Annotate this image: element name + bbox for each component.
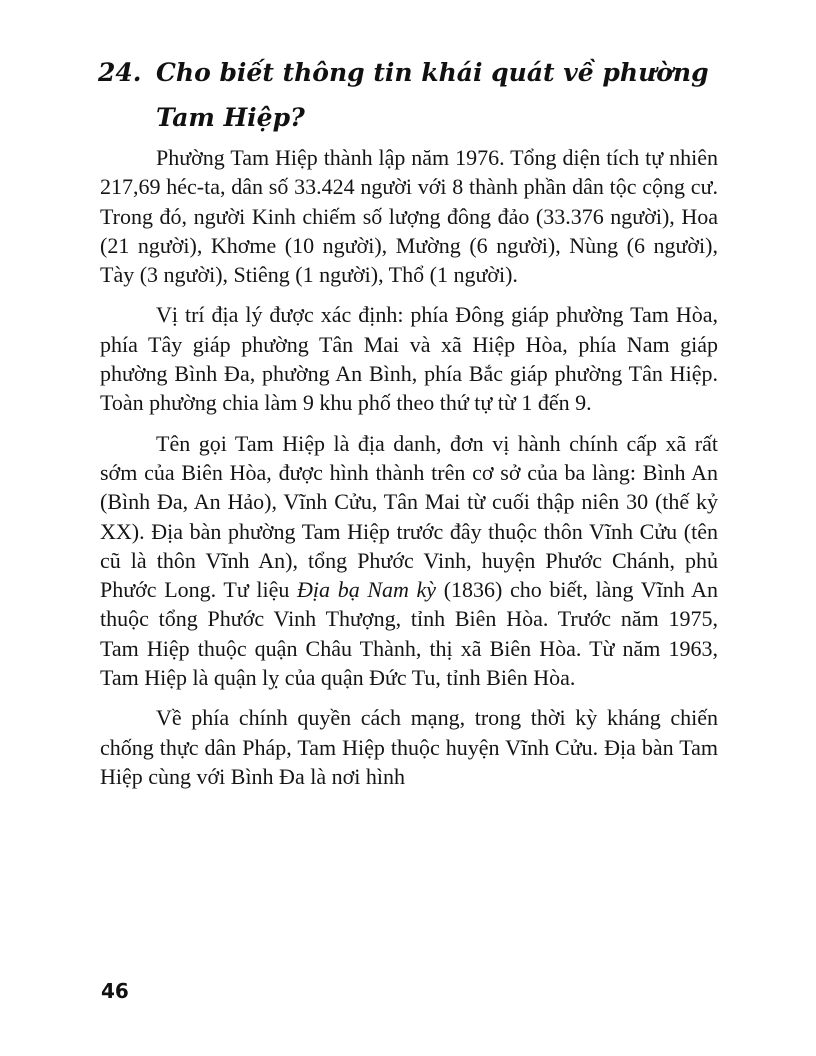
book-title-reference: Địa bạ Nam kỳ [297, 577, 437, 603]
question-heading [98, 50, 738, 140]
question-number: 24. [98, 58, 142, 87]
page-number: 46 [101, 979, 129, 1003]
paragraph-history-part-1: Tên gọi Tam Hiệp là địa danh, đơn vị hành chính cấp xã rất sớm của Biên Hòa, được hình thành trên cơ sở của ba làng: Bình An (Bình Đa, An Hảo), Vĩnh Cửu, Tân Mai từ cuối thập niên 30 (thế kỷ XX). Địa bàn phường Tam Hiệp trước đây thuộc thôn Vĩnh Cửu (tên cũ là thôn Vĩnh An), tổng Phước Vinh, huyện Phước Chánh, phủ Phước Long. Tư liệu [100, 430, 718, 603]
paragraph-history [100, 429, 718, 693]
paragraph-revolution: Về phía chính quyền cách mạng, trong thời kỳ kháng chiến chống thực dân Pháp, Tam Hiệp thuộc huyện Vĩnh Cửu. Địa bàn Tam Hiệp cùng với Bình Đa là nơi hình [100, 705, 718, 789]
answer-body [100, 143, 718, 802]
paragraph-location: Vị trí địa lý được xác định: phía Đông giáp phường Tam Hòa, phía Tây giáp phường Tân Mai và xã Hiệp Hòa, phía Nam giáp phường Bình Đa, phường An Bình, phía Bắc giáp phường Tân Hiệp. Toàn phường chia làm 9 khu phố theo thứ tự từ 1 đến 9. [100, 302, 718, 416]
paragraph-overview: Phường Tam Hiệp thành lập năm 1976. Tổng diện tích tự nhiên 217,69 héc-ta, dân số 33.424 người với 8 thành phần dân tộc cộng cư. Trong đó, người Kinh chiếm số lượng đông đảo (33.376 người), Hoa (21 người), Khơme (10 người), Mường (6 người), Nùng (6 người), Tày (3 người), Stiêng (1 người), Thổ (1 người). [100, 145, 718, 288]
question-title-line-2: Tam Hiệp? [156, 103, 305, 132]
paragraph-history-part-2: (1836) cho biết, làng Vĩnh An thuộc tổng Phước Vinh Thượng, tỉnh Biên Hòa. Trước năm 1975, Tam Hiệp thuộc quận Châu Thành, thị xã Biên Hòa. Từ năm 1963, Tam Hiệp là quận lỵ của quận Đức Tu, tỉnh Biên Hòa. [100, 577, 719, 691]
question-title-line-1: Cho biết thông tin khái quát về phường [156, 58, 709, 87]
